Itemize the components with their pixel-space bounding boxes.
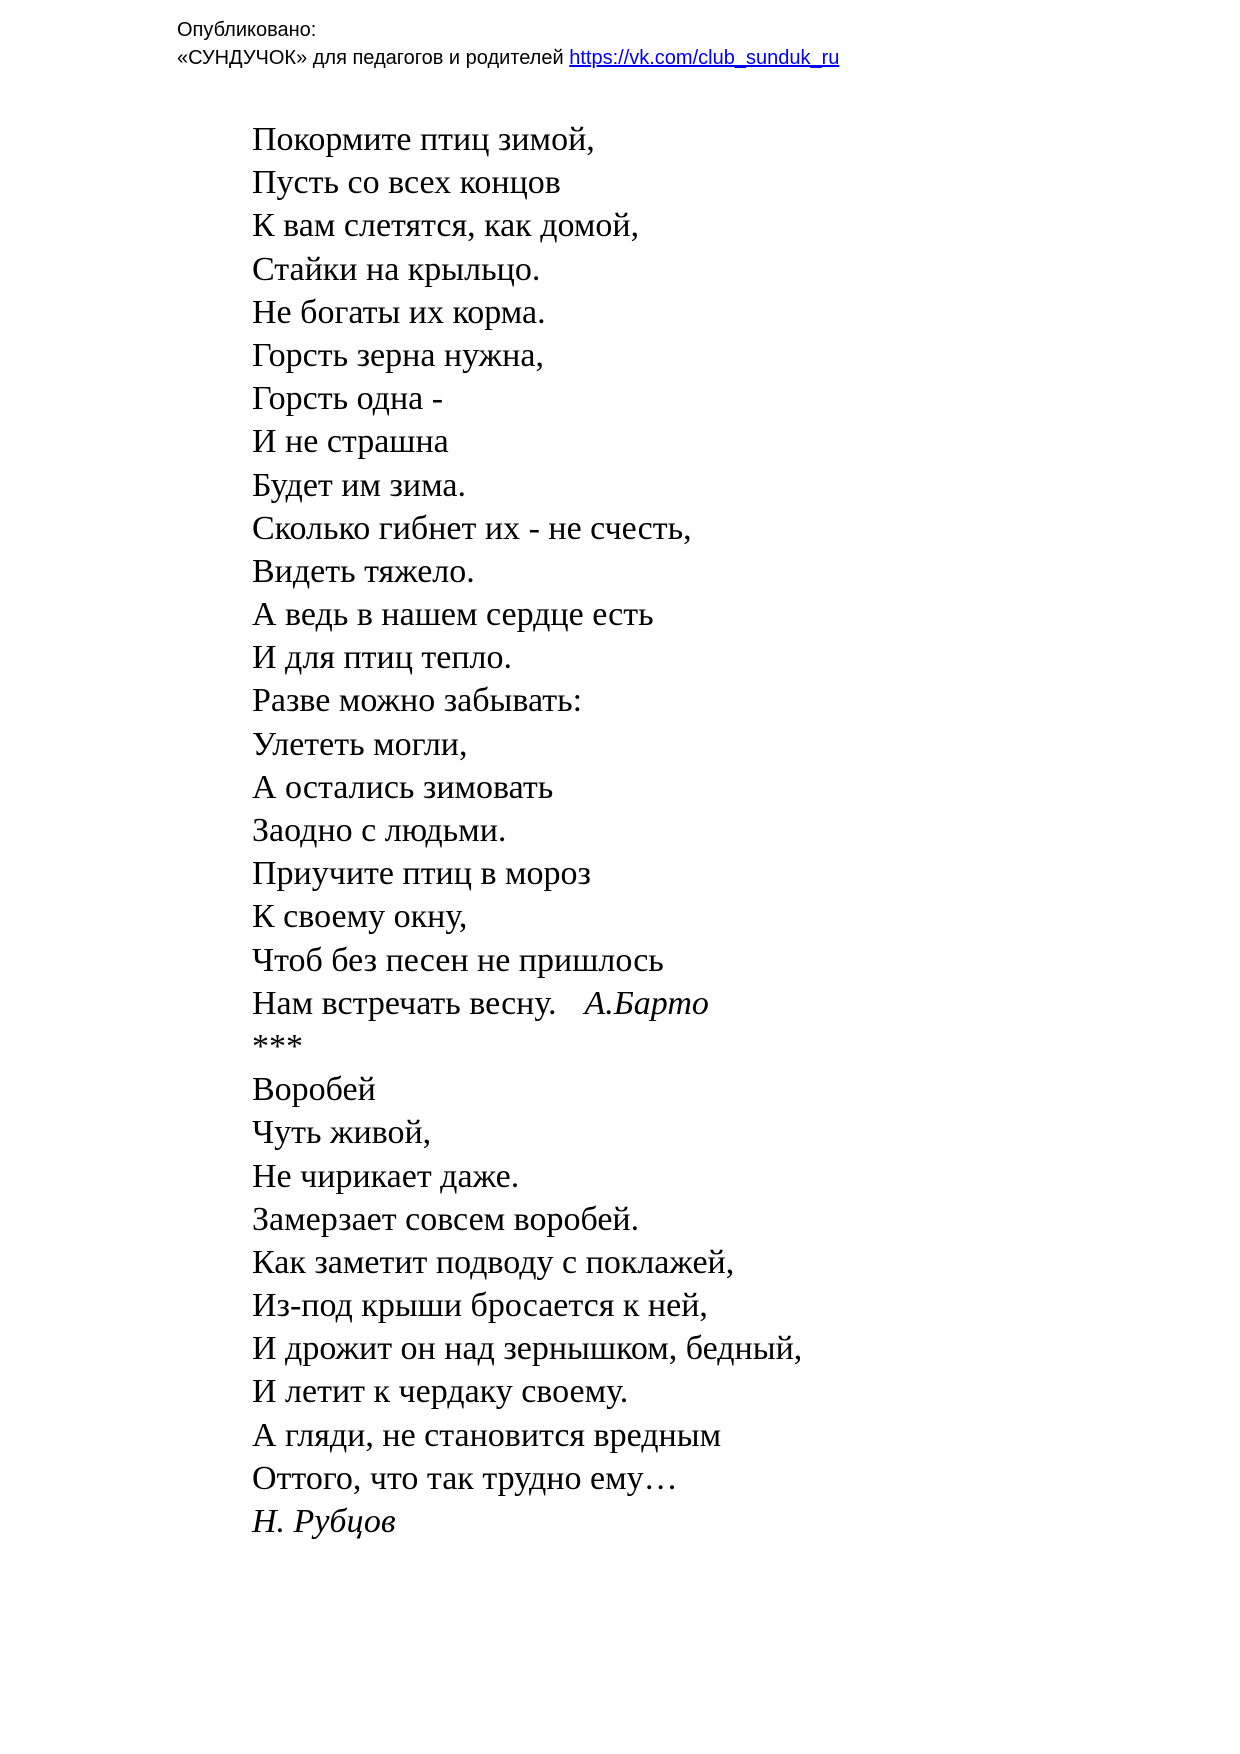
poem-line: Покормите птиц зимой, (252, 121, 595, 158)
poem-line: Улететь могли, (252, 725, 468, 763)
poem-line: К вам слетятся, как домой, (252, 207, 640, 245)
publication-header (177, 16, 839, 72)
poem-line: Горсть одна - (252, 380, 444, 418)
poem-line: Разве можно забывать: (252, 682, 583, 720)
poem-line: Будет им зима. (252, 466, 466, 504)
poem-line: И летит к чердаку своему. (252, 1373, 629, 1411)
poem2-author: Н. Рубцов (252, 1503, 396, 1540)
poem-line: К своему окну, (252, 898, 468, 936)
poem-line: И дрожит он над зернышком, бедный, (252, 1330, 803, 1368)
poem-line: А ведь в нашем сердце есть (252, 596, 654, 634)
poem-line: Чуть живой, (252, 1114, 432, 1152)
poem-text (252, 118, 802, 1543)
poem-line: Не богаты их корма. (252, 293, 546, 331)
separator: *** (252, 1027, 303, 1065)
poem-line: Оттого, что так трудно ему… (252, 1459, 678, 1497)
poem-line: И не страшна (252, 423, 449, 461)
poem-last-line (252, 982, 802, 1025)
poem-line: Пусть со всех концов (252, 164, 561, 202)
poem-line: Воробей (252, 1071, 376, 1109)
poem-line: А гляди, не становится вредным (252, 1416, 722, 1454)
poem-line: Из-под крыши бросается к ней, (252, 1287, 708, 1325)
poem-line: Стайки на крыльцо. (252, 250, 541, 288)
poem-line: Чтоб без песен не пришлось (252, 941, 664, 979)
source-link[interactable]: https://vk.com/club_sunduk_ru (569, 47, 840, 69)
poem-line: А остались зимовать (252, 768, 554, 806)
poem-line: Видеть тяжело. (252, 552, 475, 590)
poem2 (252, 1068, 802, 1543)
poem-line: Как заметит подводу с поклажей, (252, 1243, 735, 1281)
source-text: «СУНДУЧОК» для педагогов и родителей (177, 47, 564, 69)
source-line (177, 44, 839, 72)
poem1-author: А.Барто (584, 984, 709, 1022)
poem-line: Заодно с людьми. (252, 812, 507, 849)
poem1 (252, 118, 802, 1025)
poem-line: Не чирикает даже. (252, 1157, 520, 1195)
poem-line: Приучите птиц в мороз (252, 855, 591, 893)
poem-line: Сколько гибнет их - не счесть, (252, 509, 692, 547)
poem-line: И для птиц тепло. (252, 639, 513, 677)
published-label: Опубликовано: (177, 19, 317, 41)
poem-line: Горсть зерна нужна, (252, 336, 544, 374)
poem-line: Замерзает совсем воробей. (252, 1200, 640, 1238)
poem-line-text: Нам встречать весну. (252, 984, 557, 1022)
